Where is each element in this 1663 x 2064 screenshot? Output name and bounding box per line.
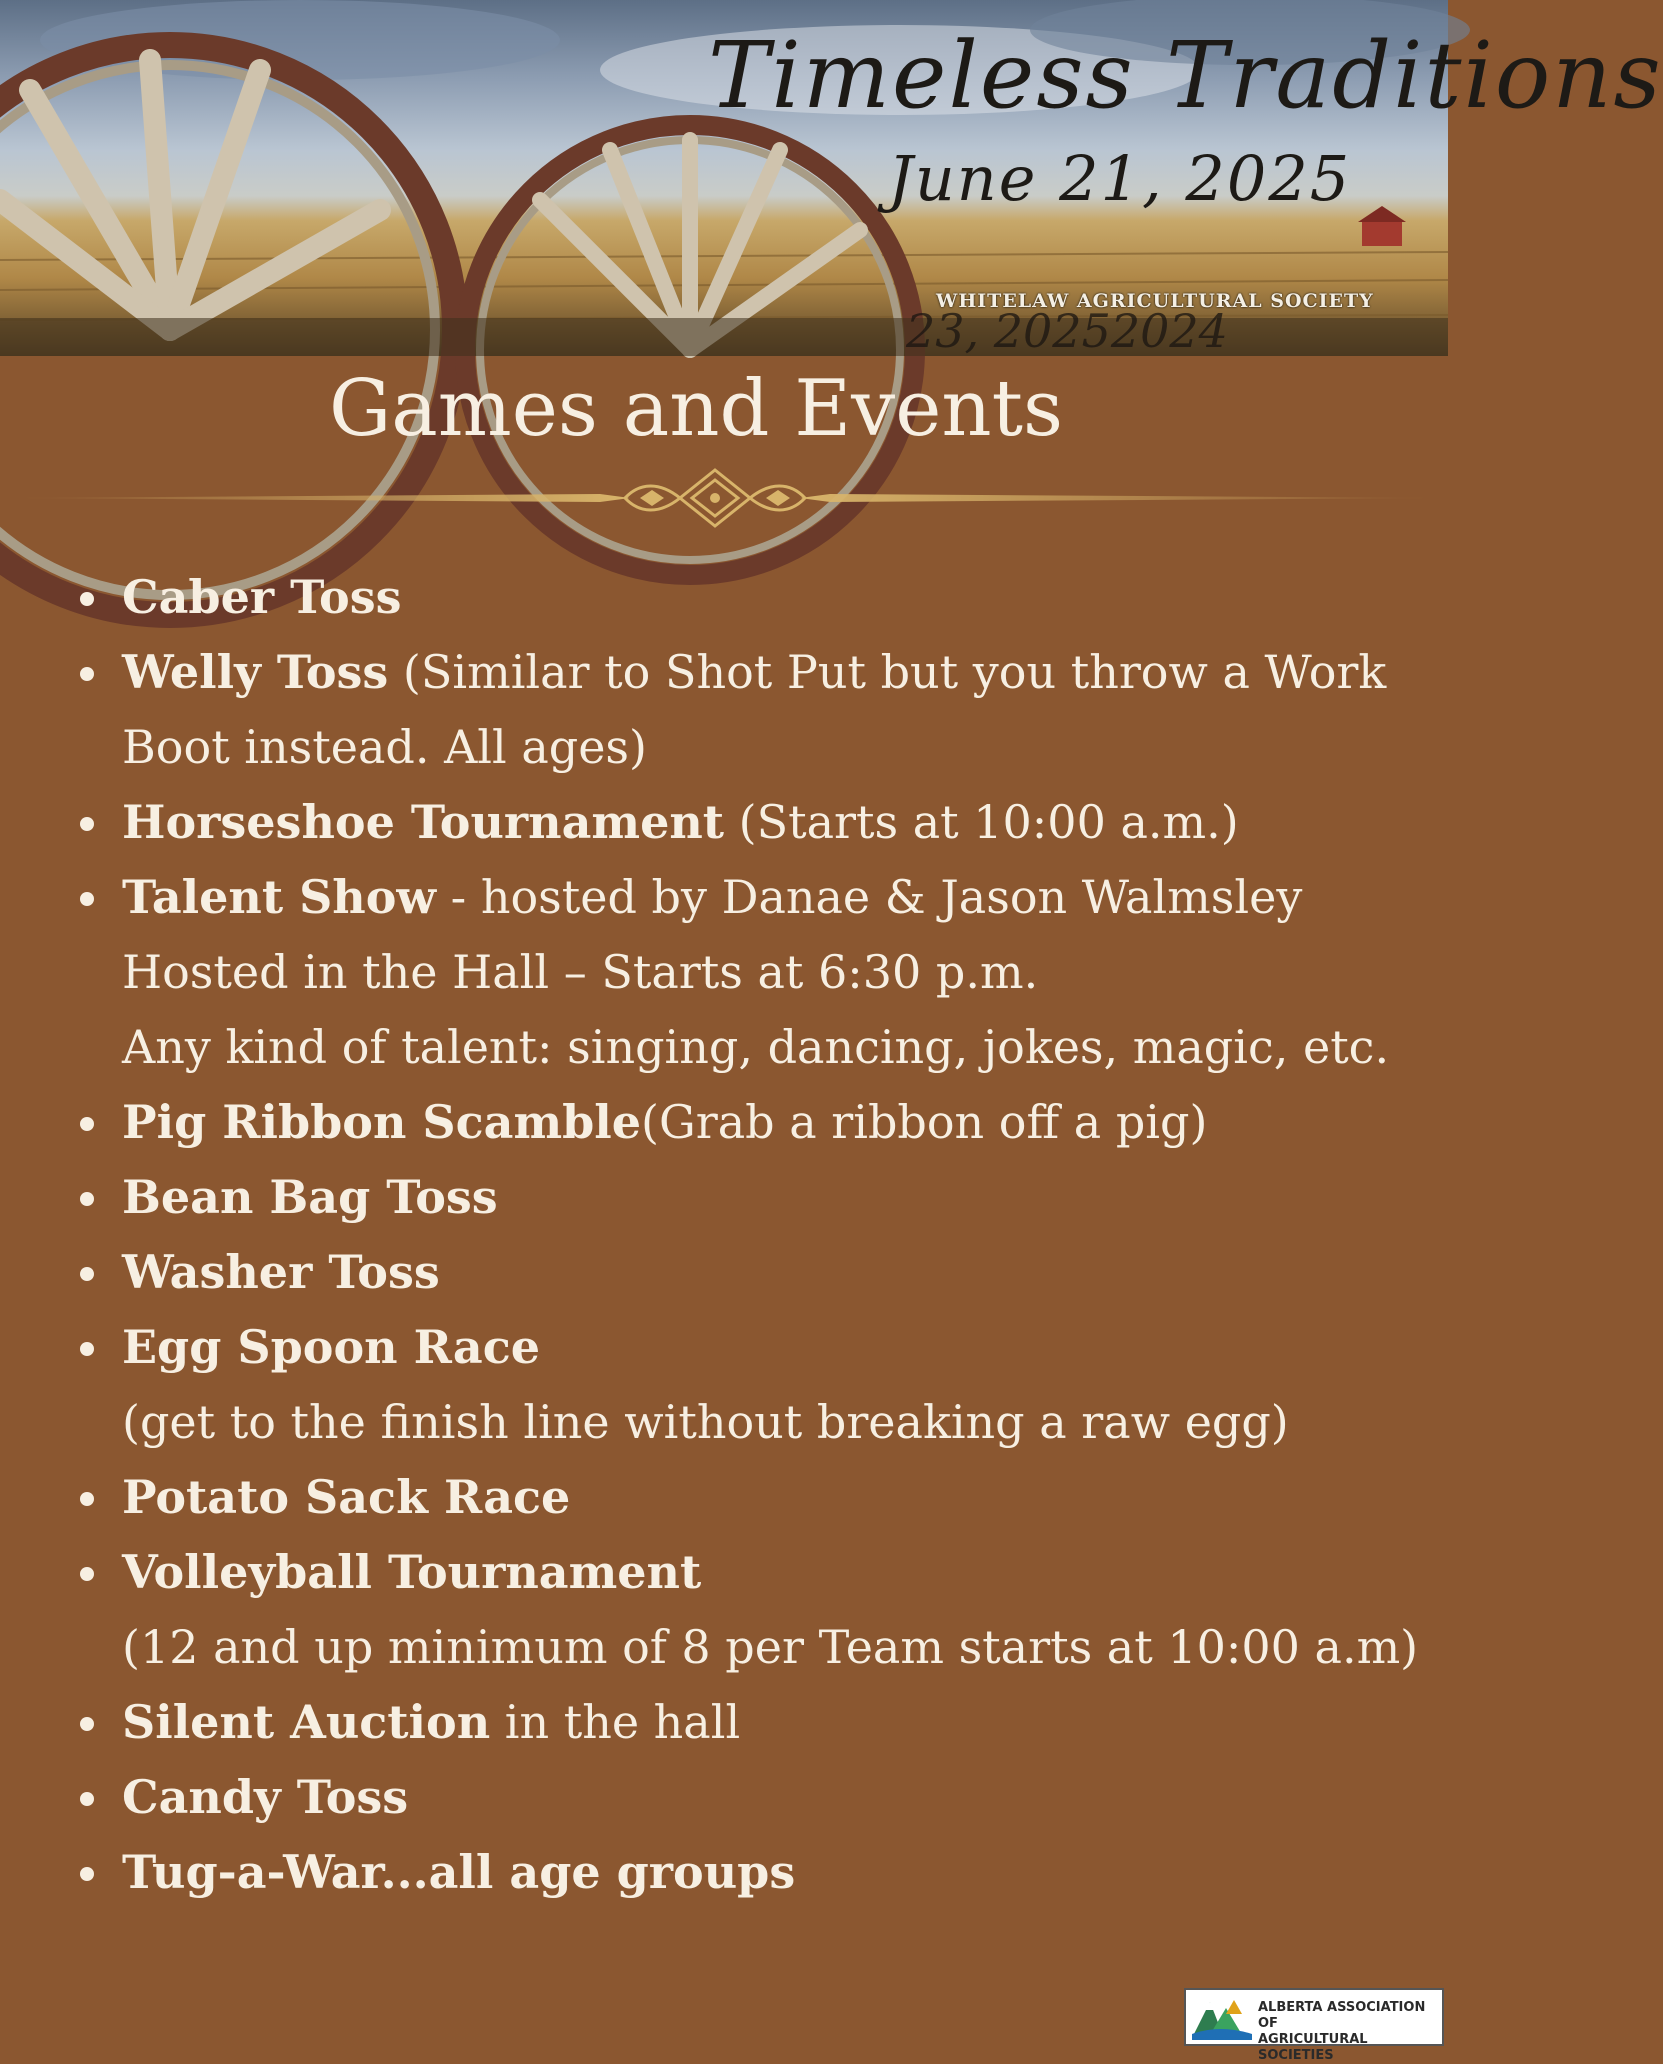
- bullet-icon: [80, 1792, 94, 1806]
- event-detail: (Starts at 10:00 a.m.): [724, 795, 1239, 849]
- list-item: [0, 1760, 1440, 1835]
- event-name: Egg Spoon Race: [122, 1320, 540, 1374]
- event-name: Caber Toss: [122, 570, 402, 624]
- logo-line-1: ALBERTA ASSOCIATION OF: [1258, 2000, 1426, 2031]
- event-line: [122, 1310, 1440, 1385]
- bullet-icon: [80, 1867, 94, 1881]
- event-detail: in the hall: [490, 1695, 741, 1749]
- society-name: WHITELAW AGRICULTURAL SOCIETY: [936, 290, 1374, 312]
- event-line: [122, 1085, 1440, 1160]
- event-detail-line: (get to the finish line without breaking a raw egg): [122, 1395, 1289, 1449]
- list-item: [0, 785, 1440, 860]
- event-detail-line: Boot instead. All ages): [122, 720, 647, 774]
- bullet-icon: [80, 1492, 94, 1506]
- list-item: [0, 1160, 1440, 1235]
- bullet-icon: [80, 892, 94, 906]
- event-detail-line: Any kind of talent: singing, dancing, jokes, magic, etc.: [122, 1020, 1390, 1074]
- event-detail: - hosted by Danae & Jason Walmsley: [436, 870, 1303, 924]
- ghost-date-text: 23, 20252024: [906, 304, 1228, 358]
- bullet-icon: [80, 667, 94, 681]
- event-detail-line: Hosted in the Hall – Starts at 6:30 p.m.: [122, 945, 1039, 999]
- event-name: Washer Toss: [122, 1245, 440, 1299]
- event-name: Volleyball Tournament: [122, 1545, 702, 1599]
- event-name: Horseshoe Tournament: [122, 795, 725, 849]
- event-line: [122, 1160, 1440, 1235]
- bullet-icon: [80, 1567, 94, 1581]
- bullet-icon: [80, 1717, 94, 1731]
- list-item: [0, 1460, 1440, 1535]
- event-line: [122, 1535, 1440, 1610]
- bullet-icon: [80, 592, 94, 606]
- mountain-logo-icon: [1190, 1994, 1254, 2042]
- event-line: [122, 1685, 1440, 1760]
- event-line: [122, 560, 1440, 635]
- ornamental-divider: [0, 462, 1448, 534]
- list-item: [0, 560, 1440, 635]
- list-item: [0, 1685, 1440, 1760]
- event-name: Tug-a-War...all age groups: [122, 1845, 796, 1899]
- list-item: [0, 635, 1440, 785]
- list-item: [0, 1310, 1440, 1460]
- event-detail: (Similar to Shot Put but you throw a Work: [388, 645, 1387, 699]
- logo-line-2: AGRICULTURAL SOCIETIES: [1258, 2032, 1368, 2063]
- bullet-icon: [80, 1117, 94, 1131]
- event-line: [122, 1835, 1440, 1910]
- list-item: [0, 860, 1440, 1085]
- event-title: Timeless Traditions: [708, 22, 1663, 129]
- events-list: [0, 560, 1440, 1910]
- event-line: [122, 860, 1440, 935]
- list-item: [0, 1085, 1440, 1160]
- event-line: [122, 1460, 1440, 1535]
- event-detail: (Grab a ribbon off a pig): [641, 1095, 1208, 1149]
- list-item: [0, 1535, 1440, 1685]
- event-name: Bean Bag Toss: [122, 1170, 498, 1224]
- bullet-icon: [80, 1267, 94, 1281]
- event-name: Candy Toss: [122, 1770, 409, 1824]
- list-item: [0, 1235, 1440, 1310]
- event-name: Potato Sack Race: [122, 1470, 571, 1524]
- event-name: Silent Auction: [122, 1695, 491, 1749]
- bullet-icon: [80, 1192, 94, 1206]
- event-line: [122, 1760, 1440, 1835]
- logo-text: [1258, 2000, 1442, 2064]
- header-banner: [0, 0, 1663, 358]
- bullet-icon: [80, 1342, 94, 1356]
- event-detail-line: (12 and up minimum of 8 per Team starts at 10:00 a.m): [122, 1620, 1419, 1674]
- bullet-icon: [80, 817, 94, 831]
- event-name: Welly Toss: [122, 645, 389, 699]
- event-line: [122, 785, 1440, 860]
- event-line: [122, 635, 1440, 710]
- list-item: [0, 1835, 1440, 1910]
- event-date: June 21, 2025: [888, 142, 1352, 215]
- aaas-logo: [1184, 1988, 1444, 2063]
- page-title: Games and Events: [329, 364, 1063, 454]
- event-name: Pig Ribbon Scamble: [122, 1095, 642, 1149]
- event-line: [122, 1235, 1440, 1310]
- event-name: Talent Show: [122, 870, 437, 924]
